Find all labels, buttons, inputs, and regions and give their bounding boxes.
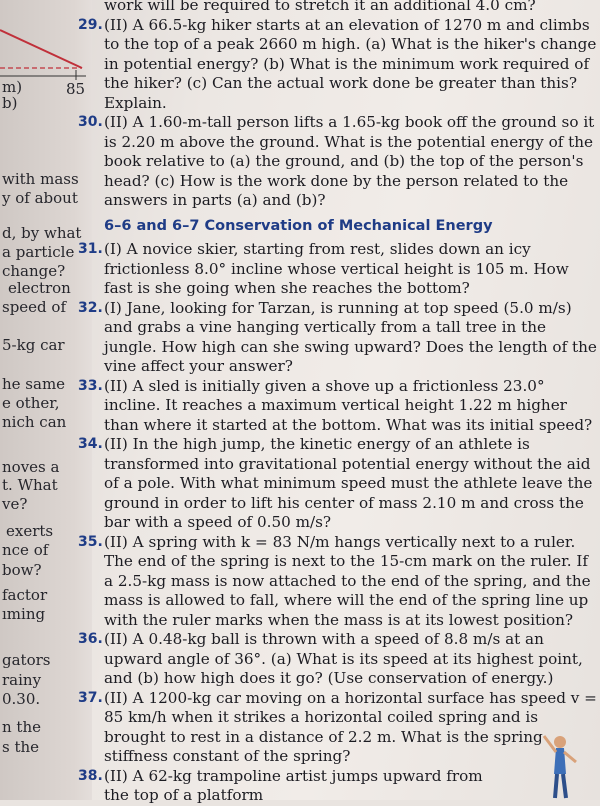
- problem-31: [78, 240, 598, 299]
- left-text-line: nce of: [2, 541, 49, 559]
- problem-number: 32.: [78, 299, 103, 316]
- left-text-line: electron: [8, 279, 71, 297]
- problem-32: [78, 299, 598, 377]
- problem-number: 30.: [78, 114, 103, 130]
- section-heading: 6–6 and 6–7 Conservation of Mechanical Energy: [104, 217, 493, 234]
- problem-text: (II) A sled is initially given a shove up a frictionless 23.0° incline. It reaches a maximum vertical height 1.22 m higher than where it started at the bottom. What was its initial speed?: [104, 376, 593, 434]
- problem-36: [78, 630, 598, 689]
- left-text-m: m): [2, 78, 23, 96]
- left-text-line: d, by what: [2, 224, 82, 242]
- left-text-line: with mass: [2, 170, 79, 188]
- left-text-line: speed of: [2, 298, 67, 316]
- left-text-line: bow?: [2, 561, 42, 579]
- top-line: [78, 0, 598, 16]
- left-text-line: 5-kg car: [2, 336, 65, 354]
- left-text-line: a particle: [2, 243, 75, 261]
- problem-number: 38.: [78, 767, 103, 784]
- problem-29: [78, 16, 598, 114]
- left-text-line: nich can: [2, 413, 67, 431]
- problem-number: 35.: [78, 533, 103, 550]
- problem-text: (I) A novice skier, starting from rest, slides down an icy frictionless 8.0° incline whose vertical height is 105 m. How fast is she going when she reaches the bottom?: [104, 240, 569, 297]
- left-text-line: he same: [2, 375, 66, 393]
- trampoline-artist-figure: [538, 732, 588, 800]
- problem-text: (II) A 66.5-kg hiker starts at an elevation of 1270 m and climbs to the top of a peak 2660 m high. (a) What is the hiker's change in potential energy? (b) What is the minimum work required of the hiker? (c) Can the actual work done be greater than this? Explain.: [104, 15, 597, 112]
- problem-text: (II) A 1200-kg car moving on a horizontal surface has speed v = 85 km/h when it strikes a horizontal coiled spring and is brought to rest in a distance of 2.2 m. What is the spring stiffness constant of the spring?: [104, 688, 597, 765]
- left-text-line: rainy: [2, 671, 42, 689]
- problem-text: (II) A 1.60-m-tall person lifts a 1.65-kg book off the ground so it is 2.20 m above the ground. What is the potential energy of the book relative to (a) the ground, and (b) the top of the person's head? (c) How is the work done by the person related to the answers in parts (a) and (b)?: [104, 113, 595, 209]
- problem-35: [78, 533, 598, 631]
- problem-30: [78, 113, 598, 211]
- left-text-line: exerts: [6, 522, 54, 540]
- problem-37: [78, 689, 598, 767]
- left-text-line: ıming: [2, 605, 46, 623]
- left-text-line: gators: [2, 651, 51, 669]
- problem-number: 36.: [78, 631, 103, 647]
- left-text-line: noves a: [2, 458, 60, 476]
- left-text-85: 85: [66, 80, 86, 98]
- left-text-line: ve?: [2, 495, 28, 513]
- problem-34: [78, 435, 598, 533]
- problem-text: (II) A spring with k = 83 N/m hangs vertically next to a ruler. The end of the spring is next to the 15-cm mark on the ruler. If a 2.5-kg mass is now attached to the end of the spring, and the mass is allowed to fall, where will the end of the spring line up with the ruler marks when the mass is at its lowest position?: [104, 532, 591, 629]
- main-column: [78, 0, 598, 806]
- top-line-text: work will be required to stretch it an additional 4.0 cm?: [104, 0, 536, 14]
- problem-text: (II) A 62-kg trampoline artist jumps upward from the top of a platform: [104, 766, 483, 804]
- problem-33: [78, 377, 598, 436]
- left-text-line: t. What: [2, 476, 58, 494]
- left-text-line: e other,: [2, 394, 60, 412]
- problem-text: (II) In the high jump, the kinetic energy of an athlete is transformed into gravitational potential energy without the aid of a pole. With what minimum speed must the athlete leave the ground in order to lift his center of mass 2.10 m and cross the bar with a speed of 0.50 m/s?: [104, 435, 593, 531]
- problem-text: (II) A 0.48-kg ball is thrown with a speed of 8.8 m/s at an upward angle of 36°. (a) What is its speed at its highest point, and (b) how high does it go? (Use conservation of energy.): [104, 630, 583, 687]
- graph-red-line: [0, 30, 82, 68]
- left-text-line: y of about: [2, 189, 78, 207]
- problem-text: (I) Jane, looking for Tarzan, is running at top speed (5.0 m/s) and grabs a vine hanging vertically from a tall tree in the jungle. How high can she swing upward? Does the length of the vine affect your answer?: [104, 298, 597, 375]
- problem-number: 37.: [78, 689, 103, 706]
- left-text-line: 0.30.: [2, 690, 41, 708]
- left-text-b: b): [2, 94, 18, 112]
- left-text-line: factor: [2, 586, 48, 604]
- left-text-line: s the: [2, 738, 40, 756]
- problem-number: 29.: [78, 16, 103, 33]
- left-text-line: n the: [2, 718, 41, 736]
- problem-number: 31.: [78, 241, 103, 257]
- left-text-line: change?: [2, 262, 66, 280]
- problem-number: 33.: [78, 377, 103, 394]
- problem-number: 34.: [78, 436, 103, 452]
